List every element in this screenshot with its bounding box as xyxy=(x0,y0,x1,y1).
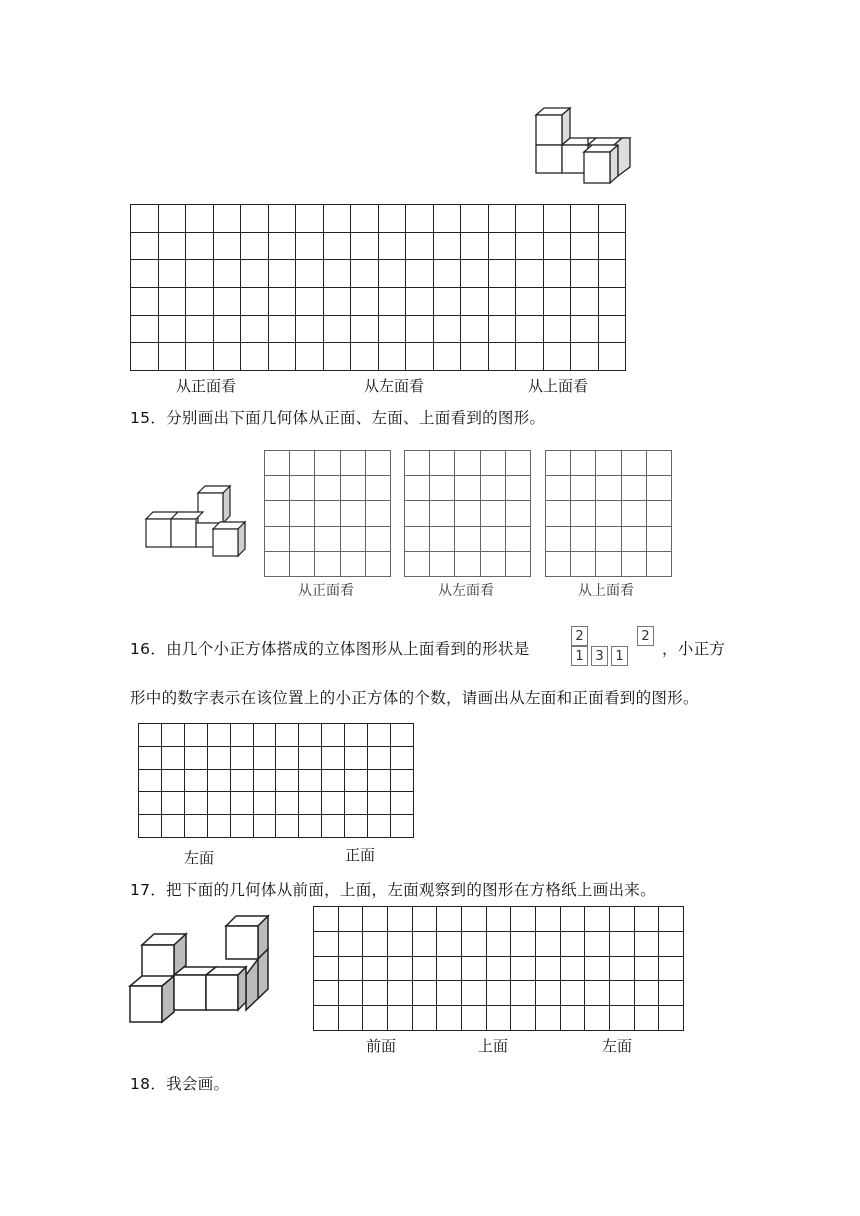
q17-cube-figure xyxy=(128,913,273,1025)
q17-text: 17．把下面的几何体从前面，上面，左面观察到的图形在方格纸上画出来。 xyxy=(130,881,656,899)
q14-grid[interactable] xyxy=(130,204,626,371)
q17-label-front: 前面 xyxy=(366,1037,397,1055)
q14-label-front: 从正面看 xyxy=(176,377,237,395)
q14-label-left: 从左面看 xyxy=(364,377,425,395)
q17-grid[interactable] xyxy=(313,906,684,1031)
q15-label-left: 从左面看 xyxy=(438,583,494,599)
q17-label-left: 左面 xyxy=(602,1037,633,1055)
q16-text-line2: 形中的数字表示在该位置上的小正方体的个数，请画出从左面和正面看到的图形。 xyxy=(130,689,699,707)
q14-label-top: 从上面看 xyxy=(528,377,589,395)
q16-label-left: 左面 xyxy=(184,849,215,867)
q16-label-front: 正面 xyxy=(345,846,376,864)
q16-text-after: ，小正方 xyxy=(662,640,726,658)
q16-map-cell: 2 xyxy=(571,626,588,646)
q15-text: 15．分别画出下面几何体从正面、左面、上面看到的图形。 xyxy=(130,409,546,427)
q15-grid-front[interactable] xyxy=(264,450,391,577)
q15-label-top: 从上面看 xyxy=(578,583,634,599)
q16-grid[interactable] xyxy=(138,723,414,838)
q16-text-line1 xyxy=(130,637,530,659)
q14-cube-figure xyxy=(530,105,635,185)
q16-map-cell: 1 xyxy=(611,646,628,666)
q16-map-cell: 2 xyxy=(637,626,654,646)
q18-text: 18．我会画。 xyxy=(130,1075,230,1093)
q15-label-front: 从正面看 xyxy=(298,583,354,599)
q16-map-cell: 1 xyxy=(571,646,588,666)
q15-cube-figure xyxy=(143,485,253,560)
q16-map-cell: 3 xyxy=(591,646,608,666)
q15-grid-top[interactable] xyxy=(545,450,672,577)
q17-label-top: 上面 xyxy=(478,1037,509,1055)
q16-text-before: 16．由几个小正方体搭成的立体图形从上面看到的形状是 xyxy=(130,640,530,658)
q15-grid-left[interactable] xyxy=(404,450,531,577)
q16-top-view-map xyxy=(569,625,661,669)
